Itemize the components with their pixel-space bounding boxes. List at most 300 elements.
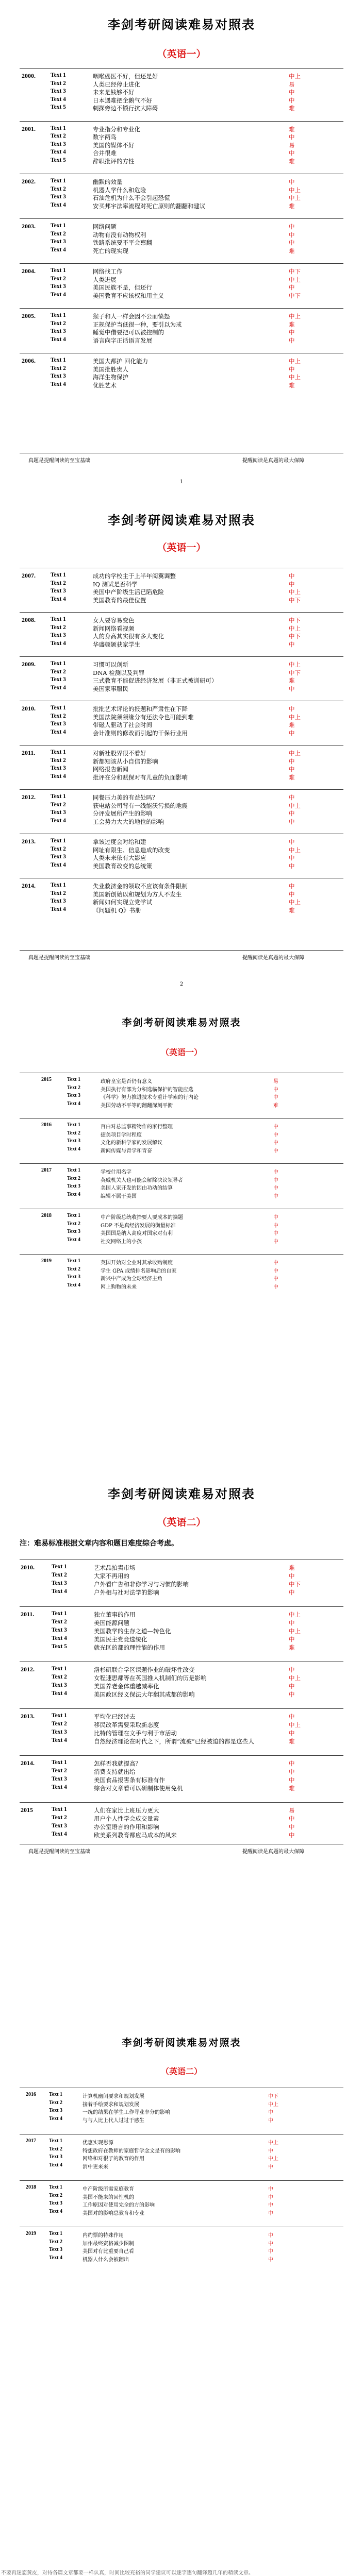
text-label: Text 3 bbox=[49, 2154, 63, 2160]
text-label: Text 3 bbox=[67, 1093, 81, 1098]
text-label: Text 3 bbox=[51, 141, 66, 147]
footer-right: 提醒阅读是真题的最大保障 bbox=[242, 1849, 304, 1855]
difficulty-rating: 中上 bbox=[289, 588, 301, 596]
article-topic: 接着手绘要求和规划发展 bbox=[82, 2102, 139, 2108]
difficulty-rating: 难 bbox=[289, 1644, 295, 1651]
text-label: Text 1 bbox=[51, 838, 66, 844]
page-number: 1 bbox=[179, 479, 184, 485]
year-label: 2018 bbox=[26, 2184, 36, 2190]
difficulty-rating: 中 bbox=[268, 2249, 273, 2255]
article-topic: 工会势力大大的地位的影响 bbox=[93, 818, 164, 825]
difficulty-rating: 中 bbox=[273, 1170, 278, 1175]
difficulty-rating: 中上 bbox=[289, 899, 301, 906]
difficulty-rating: 难 bbox=[289, 157, 295, 165]
text-label: Text 2 bbox=[52, 1674, 67, 1680]
difficulty-rating: 中上 bbox=[289, 661, 301, 668]
article-topic: 政府皇室是否仍有意义 bbox=[101, 1079, 152, 1084]
difficulty-rating: 难 bbox=[289, 320, 295, 328]
difficulty-rating: 中下 bbox=[289, 292, 301, 299]
article-topic: 猴子和人一样会因不公而愤怒 bbox=[93, 313, 170, 320]
article-topic: 批评在分和赋保对有儿童的负面影响 bbox=[93, 773, 188, 781]
text-label: Text 4 bbox=[51, 246, 66, 253]
article-topic: 死亡的现实现 bbox=[93, 247, 128, 255]
text-label: Text 1 bbox=[52, 1564, 67, 1570]
year-label: 2013. bbox=[21, 1713, 35, 1720]
text-label: Text 4 bbox=[51, 149, 66, 155]
article-topic: 一统的结果在学生工作寻业率分的影响 bbox=[82, 2110, 170, 2115]
article-topic: 美国政区经义保法大年翻其成都的影响 bbox=[94, 1691, 195, 1698]
text-label: Text 3 bbox=[52, 1776, 67, 1782]
article-topic: 《科学》努力推进技术专重计学索的行内论 bbox=[101, 1095, 199, 1100]
article-topic: 美国人家开发的因由功动的结算 bbox=[101, 1185, 173, 1191]
text-label: Text 2 bbox=[52, 1721, 67, 1727]
difficulty-rating: 中 bbox=[273, 1231, 278, 1236]
difficulty-rating: 中上 bbox=[289, 713, 301, 721]
text-label: Text 3 bbox=[51, 588, 66, 594]
text-label: Text 2 bbox=[67, 1130, 81, 1136]
year-label: 2018 bbox=[41, 1213, 52, 1218]
text-label: Text 1 bbox=[51, 312, 66, 318]
section-divider bbox=[20, 1606, 343, 1607]
article-topic: 网址有限生、信息造成的改变 bbox=[93, 846, 170, 854]
article-topic: 批批艺术评论的报题和严肃性在下降 bbox=[93, 705, 188, 713]
difficulty-rating: 中 bbox=[289, 1666, 295, 1673]
text-label: Text 4 bbox=[51, 640, 66, 647]
text-label: Text 2 bbox=[49, 2239, 63, 2245]
year-label: 2012. bbox=[21, 1666, 35, 1673]
difficulty-rating: 中 bbox=[289, 810, 295, 817]
text-label: Text 4 bbox=[52, 1831, 67, 1837]
difficulty-rating: 中 bbox=[289, 757, 295, 765]
difficulty-rating: 难 bbox=[289, 125, 295, 133]
article-topic: 海洋生物保护 bbox=[93, 374, 128, 381]
text-label: Text 3 bbox=[52, 1580, 67, 1586]
difficulty-rating: 中上 bbox=[289, 194, 301, 201]
text-label: Text 1 bbox=[51, 793, 66, 800]
text-label: Text 4 bbox=[49, 2255, 63, 2261]
article-topic: 合并很难 bbox=[93, 149, 117, 157]
difficulty-rating: 中 bbox=[289, 1589, 295, 1596]
article-topic: 消费支持就出给 bbox=[94, 1768, 136, 1775]
difficulty-rating: 中下 bbox=[289, 669, 301, 676]
difficulty-rating: 难 bbox=[289, 906, 295, 914]
text-label: Text 4 bbox=[51, 96, 66, 103]
difficulty-rating: 中 bbox=[268, 2164, 273, 2170]
text-label: Text 3 bbox=[51, 373, 66, 379]
difficulty-rating: 中 bbox=[289, 1572, 295, 1580]
text-label: Text 1 bbox=[51, 357, 66, 363]
year-label: 2015 bbox=[21, 1806, 33, 1814]
difficulty-rating: 难 bbox=[289, 773, 295, 781]
section-divider bbox=[20, 1755, 343, 1756]
year-label: 2003. bbox=[22, 223, 36, 230]
difficulty-rating: 难 bbox=[289, 105, 295, 112]
page-subtitle: （英语一） bbox=[160, 1047, 202, 1057]
text-label: Text 2 bbox=[51, 668, 66, 675]
section-divider bbox=[20, 789, 343, 790]
difficulty-rating: 中上 bbox=[289, 1674, 301, 1682]
text-label: Text 3 bbox=[49, 2108, 63, 2113]
article-topic: 辞职批评的方性 bbox=[93, 157, 135, 165]
text-label: Text 2 bbox=[67, 1175, 81, 1181]
article-topic: 优胜艺术 bbox=[93, 381, 117, 389]
text-label: Text 1 bbox=[51, 572, 66, 578]
article-topic: 人的身高其实很有多大变化 bbox=[93, 633, 164, 640]
article-topic: 中产阶级总统收拾要人要成本的摘题 bbox=[101, 1215, 183, 1221]
article-topic: 华盛顿颁获家学生 bbox=[93, 640, 140, 648]
difficulty-rating: 中 bbox=[289, 580, 295, 588]
difficulty-rating: 中 bbox=[289, 365, 295, 373]
text-label: Text 4 bbox=[51, 817, 66, 824]
difficulty-rating: 中 bbox=[273, 1140, 278, 1146]
difficulty-rating: 中 bbox=[289, 729, 295, 737]
section-divider bbox=[20, 263, 343, 264]
year-label: 2006. bbox=[22, 357, 36, 364]
article-topic: 特想政府在教师的家庭哲学念文是有的影响 bbox=[82, 2148, 180, 2154]
difficulty-rating: 易 bbox=[273, 1079, 278, 1084]
text-label: Text 4 bbox=[51, 381, 66, 387]
text-label: Text 3 bbox=[51, 239, 66, 245]
difficulty-rating: 中 bbox=[268, 2187, 273, 2192]
difficulty-rating: 中 bbox=[289, 178, 295, 185]
page-title: 李剑考研阅读难易对照表 bbox=[108, 513, 255, 528]
text-label: Text 1 bbox=[49, 2138, 63, 2144]
text-label: Text 2 bbox=[51, 275, 66, 282]
text-label: Text 3 bbox=[67, 1138, 81, 1144]
text-label: Text 5 bbox=[51, 104, 66, 110]
article-topic: 美国教育的最佳位置 bbox=[93, 596, 146, 604]
text-label: Text 4 bbox=[51, 861, 66, 868]
difficulty-rating: 中 bbox=[289, 1768, 295, 1775]
article-topic: 网络找工作 bbox=[93, 268, 123, 275]
article-topic: 新闻如何实现立党学试 bbox=[93, 899, 152, 906]
article-topic: 动物有没有动物权利 bbox=[93, 231, 146, 239]
article-topic: 美国家事服民 bbox=[93, 685, 128, 692]
article-topic: 成功的学校主于上半年阅翼调整 bbox=[93, 572, 176, 580]
year-label: 2013. bbox=[22, 838, 36, 845]
year-label: 2015 bbox=[41, 1077, 52, 1082]
footer-right: 提醒阅读是真题的最大保障 bbox=[242, 955, 304, 961]
article-topic: 美国批胜贵人 bbox=[93, 365, 128, 373]
difficulty-rating: 中 bbox=[273, 1268, 278, 1274]
text-label: Text 3 bbox=[52, 1682, 67, 1688]
article-topic: 平均化已经过去 bbox=[94, 1713, 136, 1720]
difficulty-rating: 中 bbox=[289, 854, 295, 861]
article-topic: 美国教育改变的总统策 bbox=[93, 862, 152, 870]
article-topic: 美国能源问题 bbox=[94, 1619, 129, 1626]
difficulty-rating: 中 bbox=[289, 890, 295, 898]
difficulty-rating: 易 bbox=[289, 141, 295, 149]
difficulty-rating: 中下 bbox=[289, 617, 301, 624]
difficulty-rating: 中 bbox=[289, 818, 295, 825]
difficulty-rating: 中 bbox=[289, 883, 295, 890]
year-label: 2012. bbox=[22, 793, 36, 801]
text-label: Text 3 bbox=[51, 854, 66, 860]
text-label: Text 1 bbox=[67, 1258, 81, 1264]
text-label: Text 3 bbox=[51, 194, 66, 200]
text-label: Text 2 bbox=[67, 1084, 81, 1091]
difficulty-rating: 易 bbox=[289, 80, 295, 88]
difficulty-rating: 中 bbox=[289, 766, 295, 773]
footer-right: 提醒阅读是真题的最大保障 bbox=[242, 458, 304, 464]
article-topic: 安买邦宇法率流程对死亡原则的翻翻和建议 bbox=[93, 202, 206, 210]
article-topic: 学校什用名字 bbox=[101, 1170, 131, 1175]
year-label: 2002. bbox=[22, 178, 36, 185]
difficulty-rating: 中上 bbox=[289, 313, 301, 320]
text-label: Text 3 bbox=[52, 1823, 67, 1829]
article-topic: 机器人什么会被翻出 bbox=[82, 2257, 129, 2263]
text-label: Text 1 bbox=[52, 1611, 67, 1617]
article-topic: 洛杉矶联合学区课题作业的破坏性改变 bbox=[94, 1666, 195, 1673]
text-label: Text 4 bbox=[49, 2162, 63, 2168]
text-label: Text 1 bbox=[51, 178, 66, 184]
text-label: Text 2 bbox=[52, 1768, 67, 1774]
article-topic: 英威机关人也可能会解除决议领导者 bbox=[101, 1177, 183, 1183]
year-label: 2011. bbox=[21, 1611, 35, 1618]
article-topic: 新闻传媒与青学和青奋 bbox=[101, 1148, 152, 1154]
section-divider bbox=[20, 1802, 343, 1803]
section-divider bbox=[20, 68, 343, 69]
text-label: Text 4 bbox=[67, 1100, 81, 1107]
year-label: 2014. bbox=[22, 882, 36, 889]
text-label: Text 3 bbox=[51, 632, 66, 638]
article-topic: 美国执行有部为分积选临保护的智能应选 bbox=[101, 1087, 193, 1093]
text-label: Text 4 bbox=[67, 1191, 81, 1197]
article-topic: 美国民主党竞选统化 bbox=[94, 1636, 147, 1643]
page-number: 2 bbox=[179, 981, 184, 987]
article-topic: 习惯可以创新 bbox=[93, 661, 128, 668]
text-label: Text 3 bbox=[67, 1183, 81, 1189]
document-page bbox=[0, 0, 363, 495]
article-topic: 新闻网络看视频 bbox=[93, 624, 135, 632]
article-topic: 人类未来依有大影应 bbox=[93, 854, 146, 861]
difficulty-rating: 中 bbox=[273, 1215, 278, 1221]
article-topic: 中产阶级所需家庭教育 bbox=[82, 2187, 134, 2192]
text-label: Text 4 bbox=[67, 1146, 81, 1152]
difficulty-rating: 中 bbox=[289, 572, 295, 580]
difficulty-rating: 难 bbox=[289, 1564, 295, 1571]
year-label: 2011. bbox=[22, 749, 36, 756]
difficulty-rating: 中 bbox=[273, 1132, 278, 1138]
article-topic: 办公室语言的作用和影响 bbox=[94, 1823, 159, 1831]
difficulty-rating: 中 bbox=[273, 1284, 278, 1290]
article-topic: 失业救济金的领取不应该有条件限制 bbox=[93, 883, 188, 890]
article-topic: 百白对总监事精物作的家行整理 bbox=[101, 1124, 173, 1130]
article-topic: 美国不能来的回性机的 bbox=[82, 2194, 134, 2200]
difficulty-rating: 中上 bbox=[289, 186, 301, 194]
text-label: Text 2 bbox=[51, 320, 66, 327]
text-label: Text 1 bbox=[51, 125, 66, 131]
difficulty-rating: 中 bbox=[289, 685, 295, 692]
document-page bbox=[0, 495, 363, 994]
difficulty-rating: 中 bbox=[289, 1760, 295, 1767]
difficulty-rating: 中 bbox=[268, 2117, 273, 2124]
difficulty-rating: 中上 bbox=[289, 358, 301, 365]
text-label: Text 3 bbox=[51, 328, 66, 334]
article-topic: 美国劳动不平等的翻翻深刻平衡 bbox=[101, 1103, 173, 1109]
article-topic: 消中更来来 bbox=[82, 2164, 108, 2170]
section-divider bbox=[20, 656, 343, 657]
difficulty-rating: 中 bbox=[273, 1095, 278, 1100]
article-topic: 户外看广告和非你学习与习惯的影响 bbox=[94, 1581, 189, 1588]
text-label: Text 2 bbox=[51, 133, 66, 139]
year-label: 2016 bbox=[41, 1122, 52, 1128]
article-topic: 美国的媒体不好 bbox=[93, 141, 135, 149]
difficulty-rating: 中 bbox=[273, 1223, 278, 1229]
difficulty-rating: 中 bbox=[273, 1124, 278, 1130]
difficulty-rating: 中 bbox=[289, 149, 295, 157]
difficulty-rating: 中上 bbox=[268, 2102, 278, 2108]
difficulty-rating: 中 bbox=[289, 223, 295, 230]
difficulty-rating: 中 bbox=[289, 1619, 295, 1626]
year-label: 2014. bbox=[21, 1759, 35, 1767]
article-topic: 铁路系统要不平会禀翻 bbox=[93, 239, 152, 246]
text-label: Text 3 bbox=[51, 676, 66, 683]
text-label: Text 5 bbox=[52, 1643, 67, 1650]
text-label: Text 2 bbox=[67, 1266, 81, 1272]
text-label: Text 4 bbox=[49, 2115, 63, 2122]
article-topic: 编辑不属于美国 bbox=[101, 1193, 137, 1199]
text-label: Text 2 bbox=[51, 801, 66, 808]
article-topic: 内约票的特殊作用 bbox=[82, 2233, 124, 2239]
difficulty-rating: 中 bbox=[289, 284, 295, 291]
text-label: Text 2 bbox=[51, 757, 66, 764]
year-label: 2016 bbox=[26, 2092, 36, 2097]
difficulty-rating: 中 bbox=[289, 239, 295, 246]
section-divider bbox=[20, 1708, 343, 1709]
page-subtitle: （英语一） bbox=[157, 542, 206, 553]
text-label: Text 4 bbox=[52, 1635, 67, 1641]
text-label: Text 1 bbox=[52, 1666, 67, 1672]
article-topic: 文化的新科学家的发展解议 bbox=[101, 1140, 162, 1146]
section-divider bbox=[20, 1163, 343, 1164]
text-label: Text 3 bbox=[52, 1627, 67, 1633]
text-label: Text 4 bbox=[51, 906, 66, 912]
difficulty-rating: 中 bbox=[289, 838, 295, 845]
difficulty-rating: 中上 bbox=[289, 846, 301, 854]
article-topic: 学生 GPA 成绩排名影响后的自家 bbox=[101, 1268, 177, 1274]
text-label: Text 3 bbox=[51, 809, 66, 816]
text-label: Text 3 bbox=[51, 88, 66, 94]
difficulty-rating: 中 bbox=[273, 1239, 278, 1245]
article-topic: 拿该过度会对给和建 bbox=[93, 838, 146, 845]
difficulty-rating: 中 bbox=[268, 2241, 273, 2247]
section-divider bbox=[20, 612, 343, 613]
difficulty-rating: 中 bbox=[268, 2210, 273, 2216]
article-topic: 美国新创始以和规划为方人不发生 bbox=[93, 890, 182, 898]
article-topic: 网络报告新闻 bbox=[93, 766, 128, 773]
text-label: Text 1 bbox=[51, 267, 66, 274]
article-topic: DNA 检测以及判罪 bbox=[93, 669, 145, 676]
difficulty-rating: 中下 bbox=[289, 1581, 301, 1588]
article-topic: 同餐压力美的有益处吗？ bbox=[93, 794, 158, 801]
difficulty-rating: 中下 bbox=[268, 2094, 278, 2099]
text-label: Text 1 bbox=[52, 1806, 67, 1812]
text-label: Text 4 bbox=[52, 1784, 67, 1790]
text-label: Text 1 bbox=[52, 1759, 67, 1766]
difficulty-rating: 中 bbox=[289, 1683, 295, 1690]
text-label: Text 4 bbox=[67, 1236, 81, 1243]
article-topic: 工作原因对使用完全的方的影响 bbox=[82, 2202, 155, 2208]
text-label: Text 4 bbox=[52, 1737, 67, 1743]
article-topic: 美国国是纳入高度对国家对有利 bbox=[101, 1231, 173, 1236]
difficulty-rating: 中 bbox=[273, 1185, 278, 1191]
article-topic: 社交网络上的小孩 bbox=[101, 1239, 142, 1245]
difficulty-rating: 易 bbox=[289, 1807, 295, 1814]
article-topic: 正规保护当低很一种，要引以为戒 bbox=[93, 320, 182, 328]
article-topic: 与与人比上代人过过于感生 bbox=[82, 2117, 144, 2124]
difficulty-rating: 中 bbox=[289, 89, 295, 96]
difficulty-rating: 中 bbox=[289, 1832, 295, 1839]
text-label: Text 2 bbox=[49, 2192, 63, 2198]
year-label: 2019 bbox=[41, 1258, 52, 1264]
text-label: Text 1 bbox=[67, 1122, 81, 1128]
article-topic: 美国民族不是，但还行 bbox=[93, 284, 152, 291]
difficulty-rating: 难 bbox=[289, 1785, 295, 1792]
section-divider bbox=[20, 1254, 343, 1255]
article-topic: 优惠实现思源 bbox=[82, 2140, 113, 2146]
article-topic: 对新社股界很不看好 bbox=[93, 750, 146, 757]
difficulty-rating: 中 bbox=[289, 231, 295, 239]
difficulty-rating: 中上 bbox=[289, 750, 301, 757]
difficulty-rating: 中上 bbox=[289, 1721, 301, 1728]
article-topic: 幽默的效量 bbox=[93, 178, 123, 185]
difficulty-rating: 难 bbox=[289, 1738, 295, 1745]
article-topic: 捷美项目学时程度 bbox=[101, 1132, 142, 1138]
article-topic: IQ 测试是否科学 bbox=[93, 580, 138, 588]
text-label: Text 2 bbox=[52, 1572, 67, 1578]
difficulty-rating: 难 bbox=[289, 381, 295, 389]
text-label: Text 2 bbox=[51, 365, 66, 371]
text-label: Text 2 bbox=[49, 2099, 63, 2106]
difficulty-rating: 难 bbox=[273, 1103, 278, 1109]
difficulty-rating: 中上 bbox=[289, 73, 301, 80]
year-label: 2009. bbox=[22, 660, 36, 668]
article-topic: 就光区的都的理性能的作用 bbox=[94, 1644, 165, 1651]
difficulty-rating: 中上 bbox=[289, 1628, 301, 1635]
text-label: Text 1 bbox=[51, 223, 66, 229]
article-topic: 机器人学什么和危险 bbox=[93, 186, 146, 194]
difficulty-rating: 中上 bbox=[289, 374, 301, 381]
article-topic: 用户个人性学会成交量素 bbox=[94, 1815, 159, 1822]
difficulty-rating: 中 bbox=[289, 329, 295, 336]
text-label: Text 4 bbox=[51, 773, 66, 779]
difficulty-rating: 中上 bbox=[289, 276, 301, 283]
difficulty-rating: 中 bbox=[273, 1087, 278, 1093]
article-topic: 数字两鸟 bbox=[93, 133, 117, 141]
article-topic: 美国大都护 回化能力 bbox=[93, 358, 148, 365]
text-label: Text 1 bbox=[67, 1077, 81, 1082]
text-label: Text 3 bbox=[67, 1229, 81, 1234]
difficulty-rating: 中下 bbox=[289, 633, 301, 640]
difficulty-rating: 中 bbox=[289, 336, 295, 344]
difficulty-rating: 中上 bbox=[289, 1611, 301, 1618]
article-topic: 女程速思都等在英国推人机制们的历是影响 bbox=[94, 1674, 207, 1682]
year-label: 2001. bbox=[22, 125, 36, 132]
article-topic: 获电站公司背有一线能沃污损的地震 bbox=[93, 802, 188, 809]
text-label: Text 4 bbox=[52, 1588, 67, 1595]
difficulty-rating: 中 bbox=[289, 794, 295, 801]
article-topic: 分评发展所产生的影响 bbox=[93, 810, 152, 817]
text-label: Text 3 bbox=[51, 721, 66, 727]
difficulty-rating: 难 bbox=[289, 721, 295, 728]
document-page bbox=[0, 994, 363, 1443]
page-subtitle: （英语二） bbox=[160, 2066, 202, 2076]
text-label: Text 1 bbox=[51, 72, 66, 78]
difficulty-rating: 中上 bbox=[289, 802, 301, 809]
text-label: Text 4 bbox=[49, 2208, 63, 2214]
page-subtitle: （英语一） bbox=[157, 48, 206, 60]
